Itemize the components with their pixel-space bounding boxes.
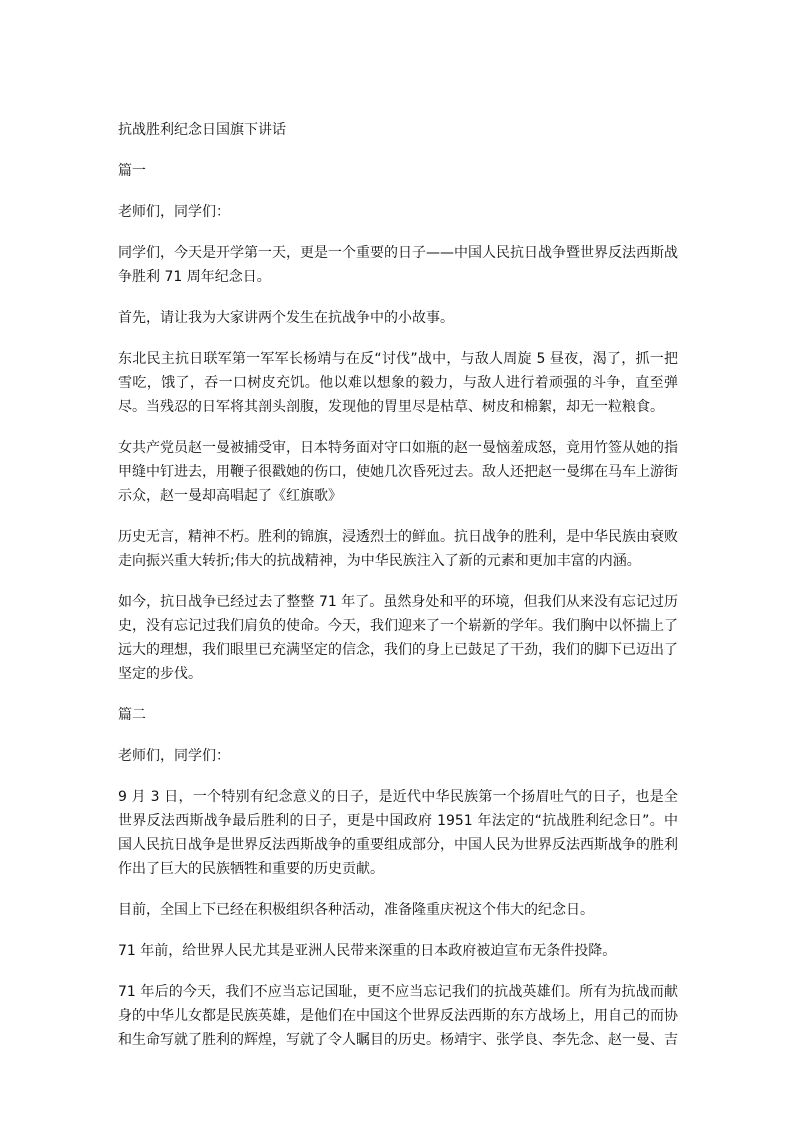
paragraph: 首先，请让我为大家讲两个发生在抗战争中的小故事。 — [118, 310, 454, 326]
document-page — [118, 118, 678, 1069]
salutation-2: 老师们，同学们： — [118, 748, 230, 764]
section-heading-1: 篇一 — [118, 163, 146, 179]
paragraph: 9 月 3 日，一个特别有纪念意义的日子，是近代中华民族第一个扬眉吐气的日子，也是全世界反法西斯战争最后胜利的日子，更是中国政府 1951 年法定的“抗战胜利纪念日”。中国人民抗日战争是世界反法西斯战争的重要组成部分，中国人民为世界反法西斯战争的胜利作出了巨大的民族牺牲和重要的历史贡献。 — [118, 789, 678, 877]
document-title: 抗战胜利纪念日国旗下讲话 — [118, 122, 286, 138]
section-heading-2: 篇二 — [118, 707, 146, 723]
paragraph: 女共产党员赵一曼被捕受审，日本特务面对守口如瓶的赵一曼恼羞成怒，竟用竹签从她的指甲缝中钉进去，用鞭子很戳她的伤口，使她几次昏死过去。敌人还把赵一曼绑在马车上游街示众，赵一曼却高唱起了《红旗歌》 — [118, 440, 678, 504]
paragraph: 如今，抗日战争已经过去了整整 71 年了。虽然身处和平的环境，但我们从来没有忘记过历史，没有忘记过我们肩负的使命。今天，我们迎来了一个崭新的学年。我们胸中以怀揣上了远大的理想，我们眼里已充满坚定的信念，我们的身上已鼓足了干劲，我们的脚下已迈出了坚定的步伐。 — [118, 594, 678, 682]
paragraph: 目前，全国上下已经在积极组织各种活动，准备隆重庆祝这个伟大的纪念日。 — [118, 902, 594, 918]
paragraph: 历史无言，精神不朽。胜利的锦旗，浸透烈士的鲜血。抗日战争的胜利，是中华民族由衰败走向振兴重大转折;伟大的抗战精神，为中华民族注入了新的元素和更加丰富的内涵。 — [118, 529, 678, 569]
paragraph: 71 年前，给世界人民尤其是亚洲人民带来深重的日本政府被迫宣布无条件投降。 — [118, 943, 617, 959]
paragraph: 同学们，今天是开学第一天，更是一个重要的日子——中国人民抗日战争暨世界反法西斯战争胜利 71 周年纪念日。 — [118, 245, 678, 285]
salutation-1: 老师们，同学们： — [118, 204, 230, 220]
paragraph: 东北民主抗日联军第一军军长杨靖与在反“讨伐”战中，与敌人周旋 5 昼夜，渴了，抓一把雪吃，饿了，吞一口树皮充饥。他以难以想象的毅力，与敌人进行着顽强的斗争，直至弹尽。当残忍的日军将其剖头剖腹，发现他的胃里尽是枯草、树皮和棉絮，却无一粒粮食。 — [118, 351, 678, 415]
paragraph: 71 年后的今天，我们不应当忘记国耻，更不应当忘记我们的抗战英雄们。所有为抗战而献身的中华儿女都是民族英雄，是他们在中国这个世界反法西斯的东方战场上，用自己的而协和生命写就了胜利的辉煌，写就了令人瞩目的历史。杨靖宇、张学良、李先念、赵一曼、吉 — [118, 984, 678, 1048]
